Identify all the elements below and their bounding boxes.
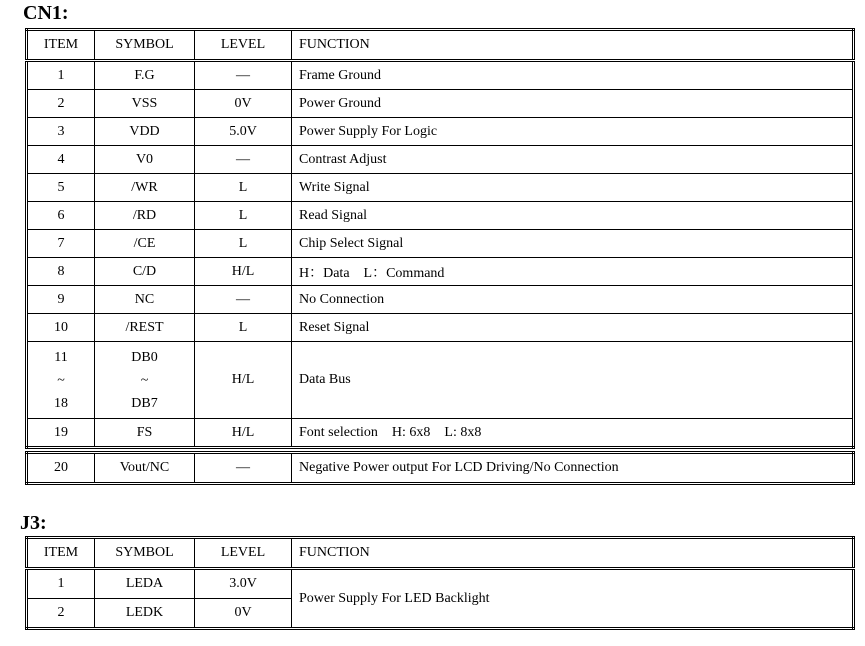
table-row xyxy=(27,202,854,230)
header-function: FUNCTION xyxy=(292,30,854,61)
table-header-row xyxy=(27,30,854,61)
table-row xyxy=(27,419,854,448)
table-row xyxy=(27,146,854,174)
item-cell: 10 xyxy=(27,314,95,342)
symbol-range-cell xyxy=(95,342,195,419)
function-cell: Frame Ground xyxy=(292,61,854,90)
item-range-end: 18 xyxy=(54,395,68,411)
header-item: ITEM xyxy=(27,538,95,569)
item-cell: 1 xyxy=(27,569,95,599)
level-cell: H/L xyxy=(195,419,292,448)
level-cell: H/L xyxy=(195,342,292,419)
header-symbol: SYMBOL xyxy=(95,538,195,569)
function-cell: Power Supply For Logic xyxy=(292,118,854,146)
item-cell: 3 xyxy=(27,118,95,146)
item-cell: 2 xyxy=(27,599,95,629)
item-cell: 2 xyxy=(27,90,95,118)
level-cell: — xyxy=(195,286,292,314)
table-row xyxy=(27,286,854,314)
symbol-cell: F.G xyxy=(95,61,195,90)
table-row xyxy=(27,569,854,599)
symbol-cell: VSS xyxy=(95,90,195,118)
symbol-cell: LEDK xyxy=(95,599,195,629)
symbol-cell: /CE xyxy=(95,230,195,258)
item-cell: 1 xyxy=(27,61,95,90)
level-cell: 0V xyxy=(195,599,292,629)
item-cell: 5 xyxy=(27,174,95,202)
symbol-cell: NC xyxy=(95,286,195,314)
item-cell: 8 xyxy=(27,258,95,286)
level-cell: L xyxy=(195,174,292,202)
table-row xyxy=(27,314,854,342)
cn1-extra-pin-table xyxy=(25,451,855,485)
function-cell: Contrast Adjust xyxy=(292,146,854,174)
symbol-cell: /REST xyxy=(95,314,195,342)
table-header-row xyxy=(27,538,854,569)
symbol-cell: /WR xyxy=(95,174,195,202)
symbol-cell: Vout/NC xyxy=(95,453,195,484)
symbol-cell: VDD xyxy=(95,118,195,146)
function-cell: H：Data L：Command xyxy=(292,258,854,286)
table-row xyxy=(27,258,854,286)
level-cell: H/L xyxy=(195,258,292,286)
function-cell: Chip Select Signal xyxy=(292,230,854,258)
level-cell: L xyxy=(195,314,292,342)
header-level: LEVEL xyxy=(195,538,292,569)
table-row xyxy=(27,453,854,484)
item-cell: 19 xyxy=(27,419,95,448)
table-row xyxy=(27,174,854,202)
item-cell: 9 xyxy=(27,286,95,314)
symbol-cell: FS xyxy=(95,419,195,448)
level-cell: 5.0V xyxy=(195,118,292,146)
header-item: ITEM xyxy=(27,30,95,61)
j3-heading: J3: xyxy=(20,512,47,534)
table-row xyxy=(27,230,854,258)
table-row xyxy=(27,61,854,90)
function-cell: Write Signal xyxy=(292,174,854,202)
item-cell: 6 xyxy=(27,202,95,230)
function-cell: No Connection xyxy=(292,286,854,314)
symbol-range-end: DB7 xyxy=(131,395,158,411)
level-cell: — xyxy=(195,61,292,90)
function-cell: Read Signal xyxy=(292,202,854,230)
item-cell: 7 xyxy=(27,230,95,258)
symbol-cell: /RD xyxy=(95,202,195,230)
item-range-cell xyxy=(27,342,95,419)
level-cell: 3.0V xyxy=(195,569,292,599)
symbol-range-start: DB0 xyxy=(131,349,158,365)
j3-pin-table xyxy=(25,536,855,630)
cn1-pin-table xyxy=(25,28,855,449)
table-row-databus xyxy=(27,342,854,419)
function-cell: Reset Signal xyxy=(292,314,854,342)
cn1-heading: CN1: xyxy=(23,2,69,24)
table-row xyxy=(27,118,854,146)
table-row xyxy=(27,90,854,118)
level-cell: L xyxy=(195,230,292,258)
level-cell: L xyxy=(195,202,292,230)
symbol-cell: LEDA xyxy=(95,569,195,599)
level-cell: 0V xyxy=(195,90,292,118)
header-level: LEVEL xyxy=(195,30,292,61)
function-cell: Power Supply For LED Backlight xyxy=(292,569,854,629)
level-cell: — xyxy=(195,146,292,174)
symbol-cell: C/D xyxy=(95,258,195,286)
item-range-start: 11 xyxy=(54,349,68,365)
level-cell: — xyxy=(195,453,292,484)
function-cell: Data Bus xyxy=(292,342,854,419)
symbol-cell: V0 xyxy=(95,146,195,174)
function-cell: Negative Power output For LCD Driving/No Connection xyxy=(292,453,854,484)
header-function: FUNCTION xyxy=(292,538,854,569)
function-cell: Power Ground xyxy=(292,90,854,118)
item-range-sep: ~ xyxy=(57,372,65,388)
item-cell: 4 xyxy=(27,146,95,174)
item-cell: 20 xyxy=(27,453,95,484)
symbol-range-sep: ~ xyxy=(140,372,149,388)
function-cell: Font selection H: 6x8 L: 8x8 xyxy=(292,419,854,448)
header-symbol: SYMBOL xyxy=(95,30,195,61)
